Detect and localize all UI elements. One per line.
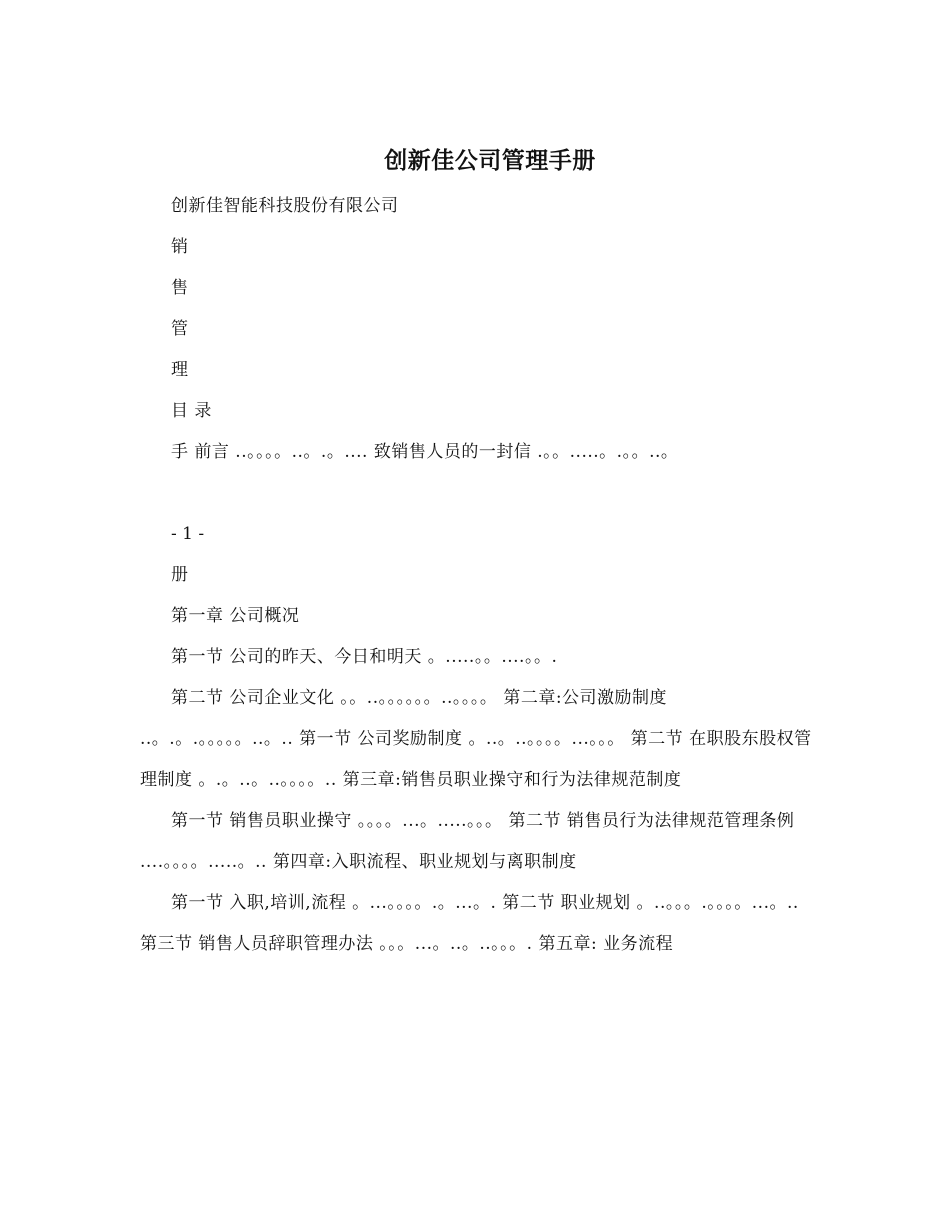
toc-paragraph: 第二节 公司企业文化 。。..。。。。。。..。。。。 第二章:公司激励制度 ..。.。.。。。。。..。.. 第一节 公司奖励制度 。..。..。。。。...。。。 第二节 在职股东股权管理制度 。.。..。..。。。。.. 第三章:销售员职业操守和行为法律规范制度 [140,688,812,790]
toc-paragraph: 第一节 入职,培训,流程 。...。。。。.。...。. 第二节 职业规划 。..。。。.。。。。...。.. 第三节 销售人员辞职管理办法 。。。...。..。..。。。. 第五章: 业务流程 [140,893,799,954]
vertical-text-line: 管 [171,319,189,339]
chapter-heading-line: 第一章 公司概况 [171,606,300,626]
toc-paragraph: 第一节 销售员职业操守 。。。。...。.....。。。 第二节 销售员行为法律规范管理条例 ....。。。。.....。.. 第四章:入职流程、职业规划与离职制度 [140,811,795,872]
vertical-text-line: 售 [171,278,189,298]
page-number-line: - 1 - [171,524,205,544]
toc-heading-line: 目 录 [171,401,212,421]
vertical-text-line: 理 [171,360,189,380]
document-body [140,186,812,965]
toc-line: 第一节 公司的昨天、今日和明天 。.....。。....。。. [171,647,558,667]
toc-preface-line: 手 前言 ..。。。。..。.。.... 致销售人员的一封信 .。。.....。.。。..。 [171,442,679,462]
company-name-line: 创新佳智能科技股份有限公司 [171,196,399,216]
vertical-text-line: 册 [171,565,189,585]
blank-line [140,473,812,514]
document-title: 创新佳公司管理手册 [384,147,596,174]
vertical-text-line: 销 [171,237,189,257]
